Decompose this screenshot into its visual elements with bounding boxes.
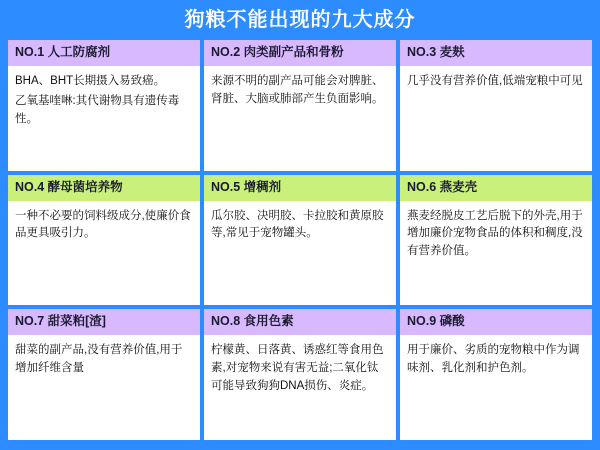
card-body-9: [400, 335, 592, 440]
card-title-3: NO.3 麦麸: [400, 40, 592, 66]
card-line: 瓜尔胶、决明胶、卡拉胶和黄原胶等,常见于宠物罐头。: [211, 209, 384, 240]
card-title-5: NO.5 增稠剂: [204, 175, 396, 201]
card-line: 柠檬黄、日落黄、诱惑红等食用色素,对宠物来说有害无益;二氧化钛可能导致狗狗DNA损伤、炎症。: [211, 344, 384, 392]
card-body-3: [400, 66, 592, 171]
card-title-2: NO.2 肉类副产品和骨粉: [204, 40, 396, 66]
card-line: 几乎没有营养价值,低端宠粮中可见: [407, 75, 583, 87]
card-body-2: [204, 66, 396, 171]
card-body-8: [204, 335, 396, 440]
card-line: 甜菜的副产品,没有营养价值,用于增加纤维含量: [15, 344, 183, 375]
card-title-4: NO.4 酵母菌培养物: [8, 175, 200, 201]
card-line: 来源不明的副产品可能会对脾脏、肾脏、大脑或肺部产生负面影响。: [211, 75, 384, 105]
card-body-4: [8, 201, 200, 306]
card-body-7: [8, 335, 200, 440]
card-line: 用于廉价、劣质的宠物粮中作为调味剂、乳化剂和护色剂。: [407, 344, 580, 375]
ingredient-card-1: [8, 40, 200, 171]
card-body-5: [204, 201, 396, 306]
card-title-9: NO.9 磷酸: [400, 309, 592, 335]
ingredient-card-2: [204, 40, 396, 171]
card-line: 燕麦经脱皮工艺后脱下的外壳,用于增加廉价宠物食品的体积和稠度,没有营养价值。: [407, 209, 583, 258]
card-line: BHA、BHT长期摄入易致癌。: [15, 75, 166, 87]
ingredient-card-5: [204, 175, 396, 306]
ingredient-card-3: [400, 40, 592, 171]
card-title-1: NO.1 人工防腐剂: [8, 40, 200, 66]
card-line: 一种不必要的饲料级成分,使廉价食品更具吸引力。: [15, 209, 191, 240]
card-line: 乙氧基喹啉:其代谢物具有遗传毒性。: [15, 94, 180, 125]
page-title: 狗粮不能出现的九大成分: [184, 9, 416, 31]
ingredient-card-8: [204, 309, 396, 440]
ingredient-card-grid: [0, 40, 600, 450]
ingredient-card-6: [400, 175, 592, 306]
poster-header: [0, 0, 600, 40]
card-body-1: [8, 66, 200, 171]
card-title-7: NO.7 甜菜粕[渣]: [8, 309, 200, 335]
ingredient-card-4: [8, 175, 200, 306]
card-title-6: NO.6 燕麦壳: [400, 175, 592, 201]
ingredient-card-7: [8, 309, 200, 440]
card-title-8: NO.8 食用色素: [204, 309, 396, 335]
ingredient-card-9: [400, 309, 592, 440]
card-body-6: [400, 201, 592, 306]
